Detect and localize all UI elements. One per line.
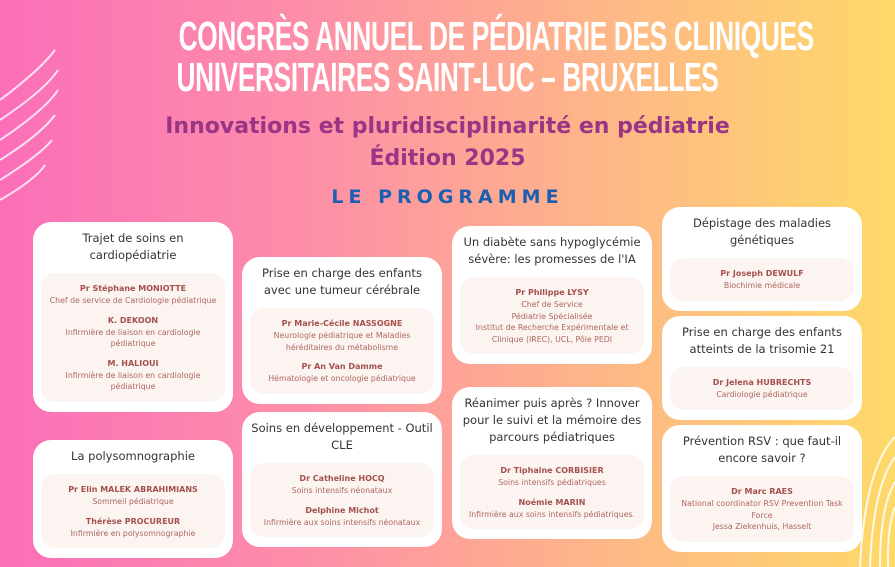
speaker [464,287,640,345]
congress-title-line2: UNIVERSITAIRES SAINT-LUC – BRUXELLES [176,54,719,100]
speakers-panel [670,476,854,542]
speaker-name: K. DEKOON [107,315,159,325]
speaker-role: Neurologie pédiatrique et Maladies héréditaires du métabolisme [273,331,411,352]
speaker [464,497,640,521]
speaker-role: Chef de service de Cardiologie pédiatrique [49,296,217,305]
session-card [452,387,652,539]
speaker-name: Pr Philippe LYSY [515,288,589,297]
session-card [452,226,652,364]
speakers-panel [460,455,644,529]
speaker-role: Infirmière de liaison en cardiologie pédiatrique [65,327,201,348]
speaker [45,516,221,540]
speaker-name: Thérèse PROCUREUR [85,516,181,526]
speaker-role: Infirmière de liaison en cardiologie pédiatrique [65,370,201,391]
speaker [45,484,221,508]
speakers-panel [250,463,434,537]
session-card [33,440,233,558]
speaker [254,505,430,529]
session-title: La polysomnographie [71,449,195,463]
session-card [662,207,862,311]
session-title: Réanimer puis après ? Innover pour le suivi et la mémoire des parcours pédiatriques [462,396,642,444]
speaker-role: Infirmière aux soins intensifs pédiatriques. [468,509,636,519]
speaker-role: Soins intensifs néonataux [291,486,393,495]
speaker-role: Sommeil pédiatrique [92,497,174,506]
speaker-role: Infirmière aux soins intensifs néonataux [263,517,421,527]
speaker [254,318,430,353]
congress-title-line1: CONGRÈS ANNUEL DE PÉDIATRIE DES CLINIQUES [178,13,814,59]
speaker-name: Dr Marc RAES [731,487,793,496]
speaker [254,361,430,385]
speaker-name: Pr An Van Damme [301,362,383,371]
session-card [33,222,233,412]
speaker-name: Pr Elin MALEK ABRAHIMIANS [68,485,198,494]
speaker [45,283,221,307]
session-title: Un diabète sans hypoglycémie sévère: les promesses de l'IA [463,235,641,266]
speaker [464,465,640,489]
programme-heading: LE PROGRAMME [331,186,564,208]
speaker-name: Dr Tiphaine CORBISIER [500,466,604,475]
speaker-role: Cardiologie pédiatrique [716,390,808,399]
speakers-panel [670,367,854,410]
speaker-name: Dr Catheline HOCQ [299,474,385,483]
speaker-name: Pr Marie-Cécile NASSOGNE [281,319,403,328]
speaker-role: National coordinator RSV Prevention Task Force Jessa Ziekenhuis, Hasselt [681,499,843,531]
speakers-panel [250,308,434,394]
session-title: Prise en charge des enfants atteints de la trisomie 21 [682,325,842,356]
session-card [662,316,862,420]
speaker [254,473,430,497]
speaker-name: Pr Joseph DEWULF [720,269,804,278]
speaker-name: Dr Jelena HUBRECHTS [712,378,812,387]
speaker-name: Noémie MARIN [518,497,586,507]
session-card [242,257,442,404]
speaker-name: Pr Stéphane MONIOTTE [79,284,187,293]
speaker-role: Biochimie médicale [723,281,801,290]
speaker [674,268,850,292]
speaker-role: Hématologie et oncologie pédiatrique [268,374,416,383]
session-title: Soins en développement - Outil CLE [251,421,433,452]
speaker-role: Chef de Service Pédiatrie Spécialisée Institut de Recherche Expérimentale et Clinique (IREC), UCL, Pôle PEDI [475,300,629,344]
speaker-role: Infirmière en polysomnographie [70,528,196,538]
speakers-panel [41,273,225,402]
speakers-panel [670,258,854,301]
speaker [674,486,850,533]
speaker [45,358,221,393]
session-card [662,425,862,552]
speakers-panel [460,277,644,354]
session-title: Dépistage des maladies génétiques [692,216,832,247]
speaker-name: Delphine Michot [305,505,379,515]
session-card [242,412,442,547]
session-title: Trajet de soins en cardiopédiatrie [82,231,184,262]
speaker-name: M. HALIOUI [107,358,159,368]
congress-subtitle: Innovations et pluridisciplinarité en pédiatrie [165,114,730,139]
speaker-role: Soins intensifs pédiatriques [498,478,606,487]
session-title: Prise en charge des enfants avec une tumeur cérébrale [262,266,422,297]
session-title: Prévention RSV : que faut-il encore savoir ? [682,434,842,465]
speaker [674,377,850,401]
speakers-panel [41,474,225,548]
speaker [45,315,221,350]
edition: Édition 2025 [369,146,526,171]
